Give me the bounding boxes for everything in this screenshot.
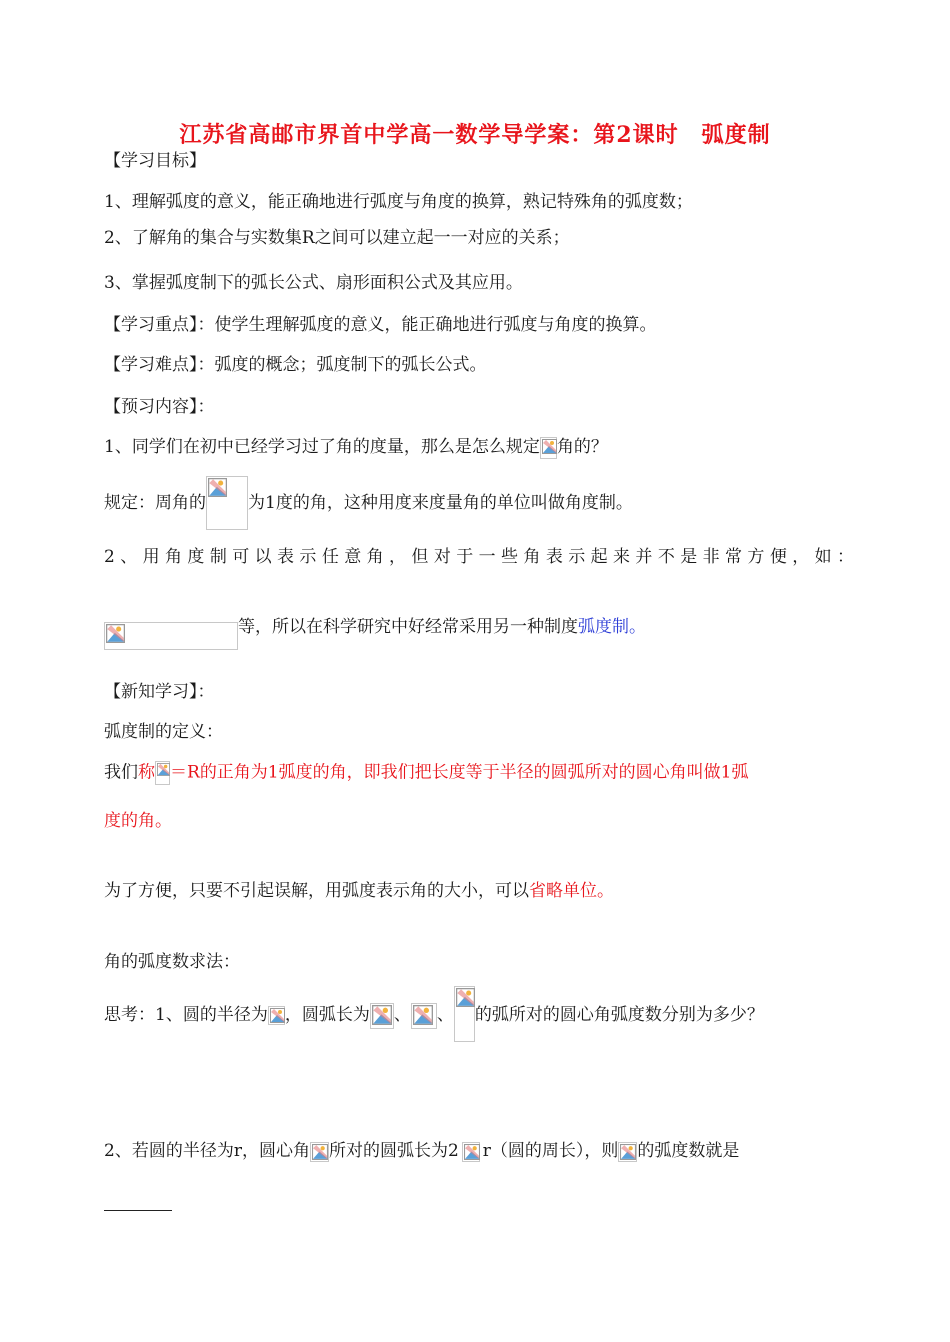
- difficulty: [104, 354, 487, 376]
- answer-blank-line: [104, 1210, 172, 1211]
- broken-image-icon: [155, 761, 170, 785]
- definition-heading: 弧度制的定义：: [104, 722, 223, 742]
- broken-image-icon: [104, 622, 238, 650]
- definition-line-2: 度的角。: [104, 811, 172, 831]
- broken-image-icon: [206, 476, 248, 530]
- key-point: [104, 314, 657, 336]
- radian-system-term: 弧度制。: [578, 617, 646, 637]
- objectives-heading: 【学习目标】: [104, 151, 206, 171]
- omit-unit-term: 省略单位。: [529, 881, 614, 901]
- broken-image-icon: [411, 1003, 437, 1029]
- convenience-text: 为了方便，只要不引起误解，用弧度表示角的大小，可以: [104, 881, 529, 901]
- broken-image-icon: [370, 1003, 394, 1029]
- page-title: 江苏省高邮市界首中学高一数学导学案：第2课时 弧度制: [179, 122, 771, 148]
- new-learning-heading: 【新知学习】：: [104, 682, 215, 702]
- difficulty-label: 【学习难点】：: [104, 355, 215, 375]
- think1-sep-1: 、: [393, 1005, 411, 1025]
- rule-text-before: 规定：周角的: [104, 493, 206, 513]
- objective-item-3: 3、掌握弧度制下的弧长公式、扇形面积公式及其应用。: [104, 273, 523, 293]
- difficulty-text: 弧度的概念；弧度制下的弧长公式。: [214, 355, 487, 375]
- preview-heading: 【预习内容】：: [104, 397, 215, 417]
- broken-image-icon: [540, 437, 557, 459]
- think1-sep-2: 、: [436, 1005, 454, 1025]
- preview-question-2-cont: [104, 610, 646, 652]
- def-part-b: ＝R: [170, 762, 200, 783]
- def-part-c: 的正角为1弧度的角，即我们把: [199, 762, 432, 783]
- broken-image-icon: [310, 1142, 329, 1162]
- def-part-d: 长度等于半径的圆弧所对的圆心角叫做1弧: [431, 762, 749, 783]
- convenience-note: [104, 880, 614, 902]
- think1-part-b: 的半径为: [199, 1005, 268, 1025]
- think1-part-d: 的弧所对的圆心角弧度数分别为多少？: [474, 1005, 764, 1025]
- think-question-2: [104, 1140, 739, 1162]
- key-point-text: 使学生理解弧度的意义，能正确地进行弧度与角度的换算。: [214, 315, 657, 335]
- think2-part-e: 数就是: [688, 1141, 740, 1161]
- think2-part-d: 的弧度: [637, 1141, 689, 1161]
- definition-line-1: [104, 761, 748, 785]
- preview-rule: [104, 476, 633, 530]
- objective-item-1: 1、理解弧度的意义，能正确地进行弧度与角度的换算，熟记特殊角的弧度数；: [104, 192, 693, 212]
- key-point-label: 【学习重点】：: [104, 315, 215, 335]
- method-heading: 角的弧度数求法：: [104, 952, 240, 972]
- def-part-a: 称: [138, 762, 155, 783]
- broken-image-icon: [618, 1142, 637, 1162]
- think2-part-c: r（圆的周长），则: [482, 1141, 619, 1161]
- rule-text-after: 为1度的角，这种用度来度量角的单位叫做角度制。: [248, 493, 633, 513]
- think1-part-c: ，圆弧长为: [284, 1005, 370, 1025]
- broken-image-icon: [454, 986, 475, 1042]
- preview-question-2: 2、用角度制可以表示任意角，但对于一些角表示起来并不是非常方便，如：: [104, 547, 860, 567]
- think2-part-b: 所对的圆弧长为2: [328, 1141, 459, 1161]
- def-prefix: 我们: [104, 762, 138, 783]
- think-question-1: [104, 986, 764, 1044]
- think1-part-a: 思考：1、圆: [104, 1005, 200, 1025]
- q2-cont-text: 等，所以在科学研究中好经常采用另一种制度: [238, 617, 578, 637]
- q1-text-after: 角的？: [556, 437, 608, 457]
- think2-part-a: 2、若圆的半径为r，圆心角: [104, 1141, 310, 1161]
- q1-text-before: 1、同学们在初中已经学习过了角的度量，那么是怎么规定: [104, 437, 540, 457]
- broken-image-icon: [268, 1006, 285, 1025]
- preview-question-1: [104, 436, 608, 459]
- broken-image-icon: [462, 1142, 480, 1162]
- objective-item-2: 2、了解角的集合与实数集R之间可以建立起一一对应的关系；: [104, 228, 570, 248]
